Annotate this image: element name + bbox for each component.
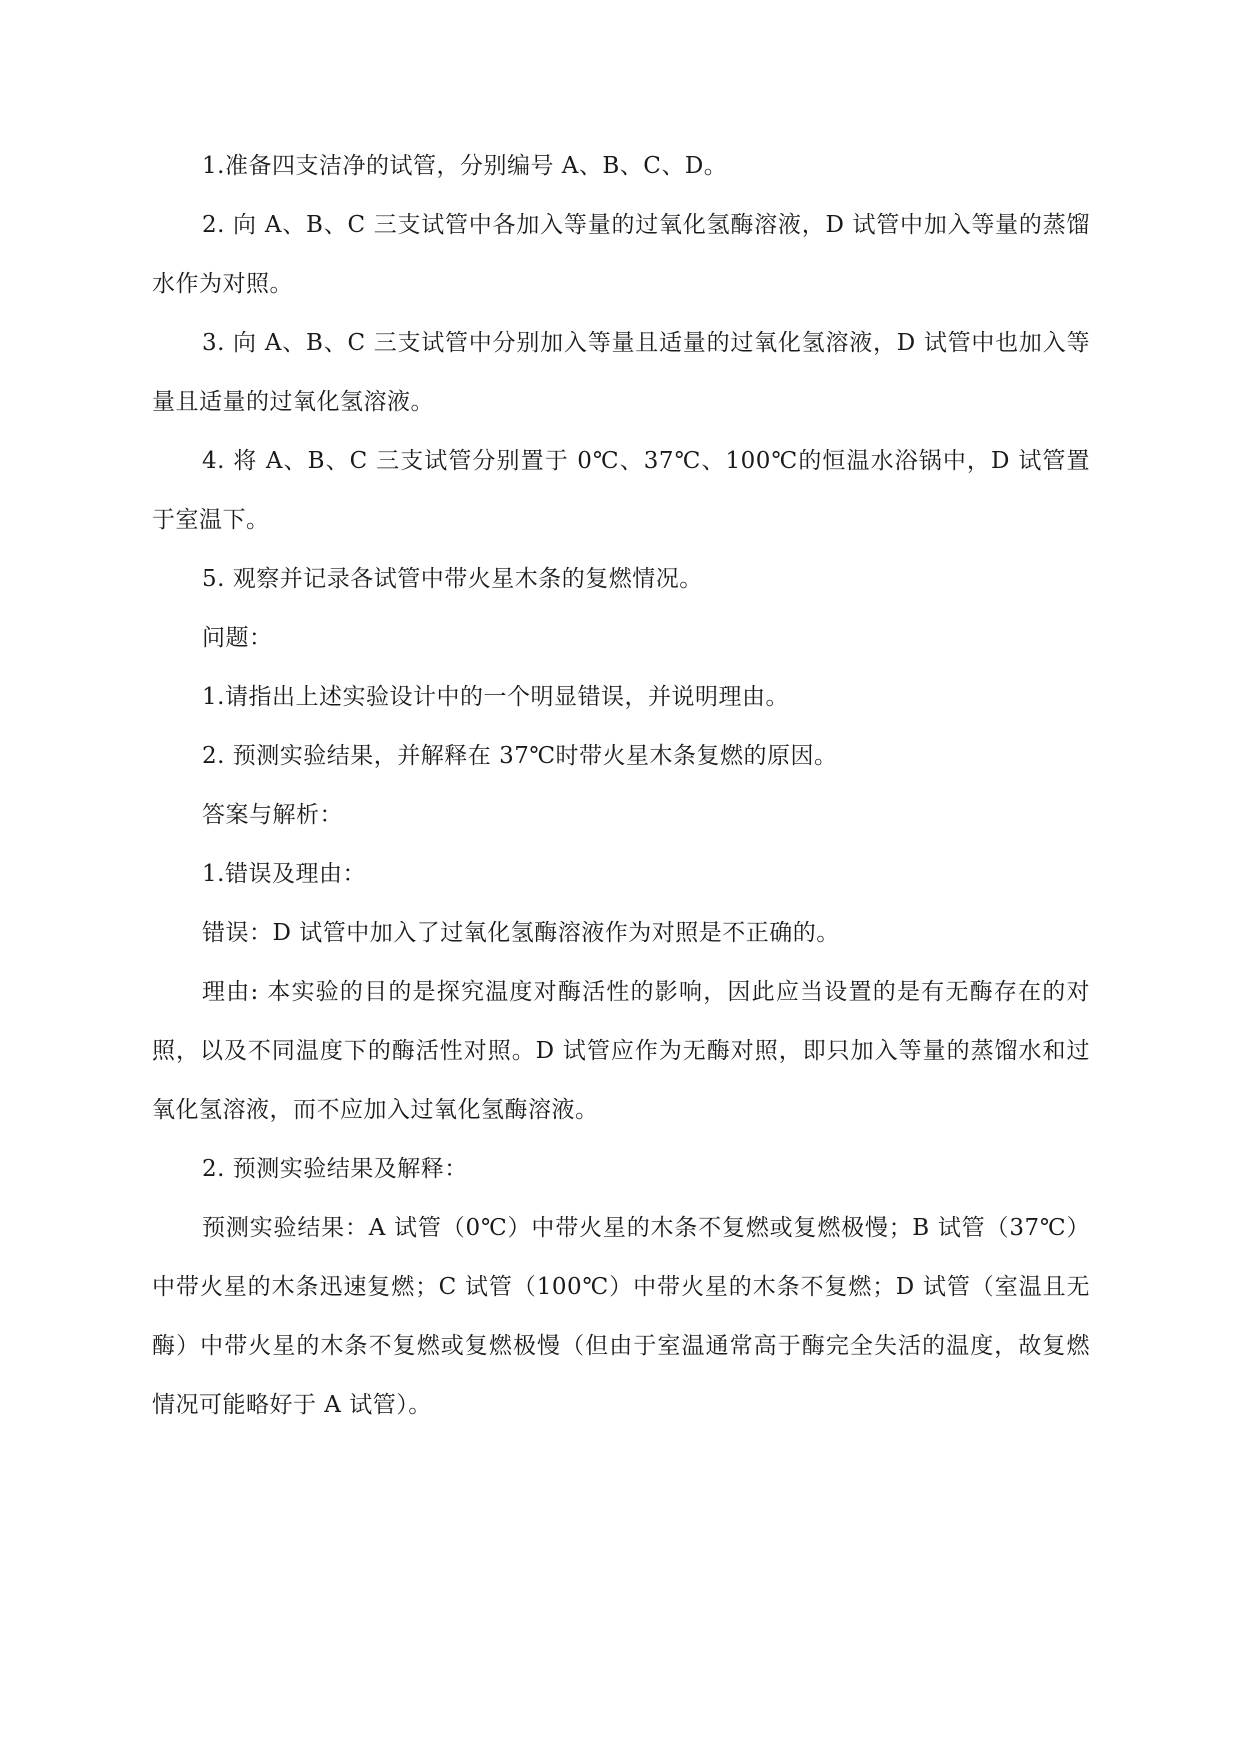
answer-2-prediction: 预测实验结果：A 试管（0℃）中带火星的木条不复燃或复燃极慢；B 试管（37℃）中带火星的木条迅速复燃；C 试管（100℃）中带火星的木条不复燃；D 试管（室温且无酶）中带火星的木条不复燃或复燃极慢（但由于室温通常高于酶完全失活的温度，故复燃情况可能略好于 A 试管）。 <box>152 1215 1090 1418</box>
answer-2-heading: 2. 预测实验结果及解释： <box>202 1156 468 1182</box>
document-body <box>152 137 1090 1435</box>
answer-1-reason: 理由: 本实验的目的是探究温度对酶活性的影响，因此应当设置的是有无酶存在的对照，以及不同温度下的酶活性对照。D 试管应作为无酶对照，即只加入等量的蒸馏水和过氧化氢溶液，而不应加入过氧化氢酶溶液。 <box>152 979 1090 1123</box>
questions-heading: 问题： <box>202 625 273 651</box>
answer-1-heading: 1.错误及理由： <box>202 861 366 887</box>
question-2: 2. 预测实验结果，并解释在 37℃时带火星木条复燃的原因。 <box>202 743 838 769</box>
step-3-paragraph: 3. 向 A、B、C 三支试管中分别加入等量且适量的过氧化氢溶液，D 试管中也加入等量且适量的过氧化氢溶液。 <box>152 330 1090 415</box>
step-4-paragraph: 4. 将 A、B、C 三支试管分别置于 0℃、37℃、100℃的恒温水浴锅中，D 试管置于室温下。 <box>152 448 1090 533</box>
step-2-paragraph: 2. 向 A、B、C 三支试管中各加入等量的过氧化氢酶溶液，D 试管中加入等量的蒸馏水作为对照。 <box>152 212 1090 297</box>
answers-heading: 答案与解析： <box>202 802 343 828</box>
step-1-paragraph: 1.准备四支洁净的试管，分别编号 A、B、C、D。 <box>202 153 728 179</box>
answer-1-error: 错误：D 试管中加入了过氧化氢酶溶液作为对照是不正确的。 <box>202 920 840 946</box>
step-5-paragraph: 5. 观察并记录各试管中带火星木条的复燃情况。 <box>202 566 703 592</box>
question-1: 1.请指出上述实验设计中的一个明显错误，并说明理由。 <box>202 684 789 710</box>
